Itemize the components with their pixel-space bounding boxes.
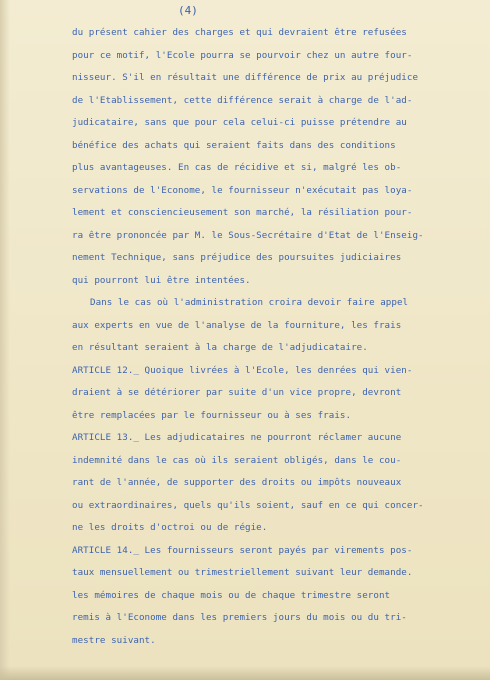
- text-line: en résultant seraient à la charge de l'adjudicataire.: [72, 342, 368, 353]
- text-line: du présent cahier des charges et qui devraient être refusées: [72, 27, 407, 38]
- text-line: ARTICLE 12._ Quoique livrées à l'Ecole, les denrées qui vien-: [72, 365, 413, 376]
- paper-left-edge: [0, 0, 10, 680]
- text-line: judicataire, sans que pour cela celui-ci puisse prétendre au: [72, 117, 407, 128]
- text-line: ou extraordinaires, quels qu'ils soient, sauf en ce qui concer-: [72, 500, 424, 511]
- text-line: aux experts en vue de l'analyse de la fourniture, les frais: [72, 320, 402, 331]
- text-line: bénéfice des achats qui seraient faits dans des conditions: [72, 140, 396, 151]
- text-line: pour ce motif, l'Ecole pourra se pourvoir chez un autre four-: [72, 50, 413, 61]
- text-line: servations de l'Econome, le fournisseur n'exécutait pas loya-: [72, 185, 413, 196]
- text-line: plus avantageuses. En cas de récidive et si, malgré les ob-: [72, 162, 402, 173]
- text-line: mestre suivant.: [72, 635, 156, 646]
- page-number: (4): [178, 4, 198, 17]
- text-line: indemnité dans le cas où ils seraient obligés, dans le cou-: [72, 455, 402, 466]
- text-line: nement Technique, sans préjudice des poursuites judiciaires: [72, 252, 402, 263]
- text-line: Dans le cas où l'administration croira devoir faire appel: [90, 297, 409, 308]
- text-line: les mémoires de chaque mois ou de chaque trimestre seront: [72, 590, 391, 601]
- text-line: de l'Etablissement, cette différence serait à charge de l'ad-: [72, 95, 413, 106]
- text-line: ne les droits d'octroi ou de régie.: [72, 522, 268, 533]
- text-line: rant de l'année, de supporter des droits ou impôts nouveaux: [72, 477, 402, 488]
- text-line: nisseur. S'il en résultait une différence de prix au préjudice: [72, 72, 419, 83]
- text-line: être remplacées par le fournisseur ou à ses frais.: [72, 410, 352, 421]
- text-line: remis à l'Econome dans les premiers jours du mois ou du tri-: [72, 612, 407, 623]
- text-line: ARTICLE 13._ Les adjudicataires ne pourront réclamer aucune: [72, 432, 402, 443]
- paper-bottom-edge: [0, 666, 490, 680]
- text-line: qui pourront lui être intentées.: [72, 275, 251, 286]
- text-line: ra être prononcée par M. le Sous-Secrétaire d'Etat de l'Enseig-: [72, 230, 424, 241]
- text-line: lement et consciencieusement son marché, la résiliation pour-: [72, 207, 413, 218]
- text-line: taux mensuellement ou trimestriellement suivant leur demande.: [72, 567, 413, 578]
- text-line: ARTICLE 14._ Les fournisseurs seront payés par virements pos-: [72, 545, 413, 556]
- text-line: draient à se détériorer par suite d'un vice propre, devront: [72, 387, 402, 398]
